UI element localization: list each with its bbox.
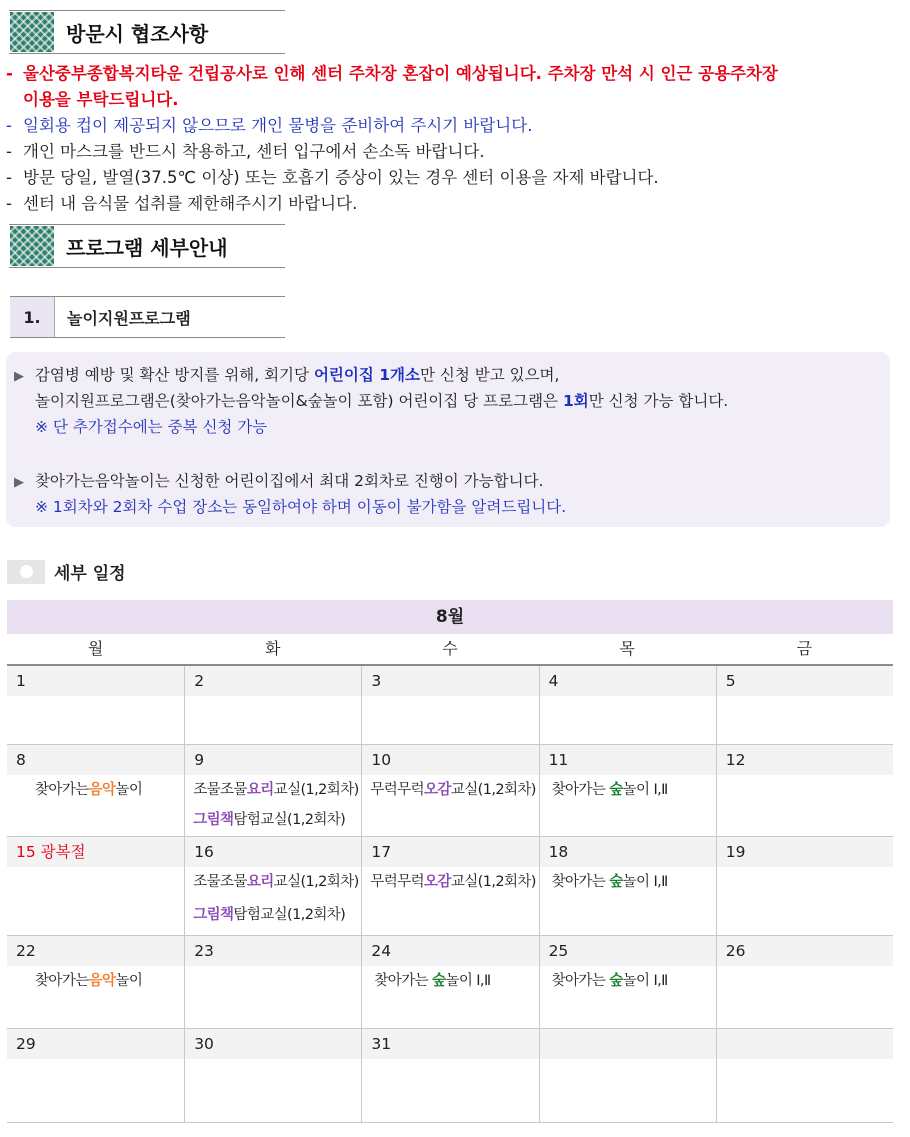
- weekday-label: 화: [265, 639, 281, 658]
- weekday-label: 목: [619, 639, 635, 658]
- calendar-day: 11 찾아가는 숲놀이 Ⅰ,Ⅱ: [539, 745, 716, 836]
- weekday-label: 월: [87, 639, 104, 658]
- info-note: ※ 단 추가접수에는 중복 신청 가능: [35, 418, 268, 436]
- calendar-day: 29: [7, 1029, 184, 1122]
- calendar: [7, 600, 893, 1123]
- calendar-week: [7, 837, 893, 936]
- schedule-header: [7, 559, 126, 584]
- info-line: 놀이지원프로그램은(찾아가는음악놀이&숲놀이 포함) 어린이집 당 프로그램은 1회만 신청 가능 합니다.: [35, 392, 729, 410]
- triangle-bullet-icon: ▶: [14, 369, 24, 384]
- visit-section-header: [9, 10, 285, 54]
- triangle-bullet-icon: ▶: [14, 475, 24, 490]
- calendar-day: 19: [716, 837, 893, 935]
- event-cooking: 조물조물요리교실(1,2회차): [193, 874, 359, 890]
- info-box: [6, 352, 890, 527]
- calendar-day: 22 찾아가는음악놀이: [7, 936, 184, 1028]
- program-number: 1.: [10, 297, 55, 337]
- calendar-week: [7, 745, 893, 837]
- event-picturebook: 그림책탐험교실(1,2회차): [193, 812, 346, 828]
- calendar-day: [7, 837, 184, 935]
- calendar-day: 3: [361, 666, 538, 744]
- event-senses: 무럭무럭오감교실(1,2회차): [370, 782, 536, 798]
- notice-item-mask: - 개인 마스크를 반드시 착용하고, 센터 입구에서 손소독 바랍니다.: [6, 142, 485, 161]
- weekday-header: [7, 634, 893, 666]
- program-section-header: [9, 224, 285, 268]
- event-forest: 찾아가는 숲놀이 Ⅰ,Ⅱ: [551, 973, 668, 989]
- calendar-day: 4: [539, 666, 716, 744]
- event-forest: 찾아가는 숲놀이 Ⅰ,Ⅱ: [551, 782, 668, 798]
- calendar-day: 9 조물조물요리교실(1,2회차) 그림책탐험교실(1,2회차): [184, 745, 361, 836]
- calendar-day: 2: [184, 666, 361, 744]
- calendar-day: 17 무럭무럭오감교실(1,2회차): [361, 837, 538, 935]
- calendar-day: 8 찾아가는음악놀이: [7, 745, 184, 836]
- calendar-week: [7, 936, 893, 1029]
- weekday-label: 수: [442, 639, 458, 658]
- weekday-label: 금: [796, 639, 813, 658]
- info-note: ※ 1회차와 2회차 수업 장소는 동일하여야 하며 이동이 불가함을 알려드립니다.: [35, 498, 567, 516]
- info-line: ▶ 찾아가는음악놀이는 신청한 어린이집에서 최대 2회차로 진행이 가능합니다.: [14, 472, 544, 490]
- program-name: 놀이지원프로그램: [67, 308, 191, 328]
- pattern-icon: [10, 226, 54, 266]
- calendar-day: 1: [7, 666, 184, 744]
- holiday-date: 15 광복절: [7, 837, 184, 867]
- event-music: 찾아가는음악놀이: [35, 782, 143, 798]
- notice-item-fever: - 방문 당일, 발열(37.5℃ 이상) 또는 호흡기 증상이 있는 경우 센터 이용을 자제 바랍니다.: [6, 168, 659, 187]
- notice-list: [6, 61, 906, 217]
- notice-item-food: - 센터 내 음식물 섭취를 제한해주시기 바랍니다.: [6, 194, 358, 213]
- calendar-day: [716, 1029, 893, 1122]
- calendar-day: 30: [184, 1029, 361, 1122]
- program-header: [10, 296, 285, 338]
- schedule-title: 세부 일정: [54, 564, 126, 584]
- calendar-week: [7, 666, 893, 745]
- calendar-day: 5: [716, 666, 893, 744]
- section-title: 방문시 협조사항: [66, 21, 209, 46]
- calendar-day: 16 조물조물요리교실(1,2회차) 그림책탐험교실(1,2회차): [184, 837, 361, 935]
- event-music: 찾아가는음악놀이: [35, 973, 143, 989]
- calendar-month: 8월: [7, 600, 893, 634]
- calendar-day: [539, 1029, 716, 1122]
- info-line: ▶ 감염병 예방 및 확산 방지를 위해, 회기당 어린이집 1개소만 신청 받고 있으며,: [14, 366, 560, 384]
- calendar-day: 24 찾아가는 숲놀이 Ⅰ,Ⅱ: [361, 936, 538, 1028]
- event-picturebook: 그림책탐험교실(1,2회차): [193, 907, 346, 923]
- calendar-day: 10 무럭무럭오감교실(1,2회차): [361, 745, 538, 836]
- calendar-week: [7, 1029, 893, 1123]
- event-senses: 무럭무럭오감교실(1,2회차): [370, 874, 536, 890]
- event-forest: 찾아가는 숲놀이 Ⅰ,Ⅱ: [374, 973, 491, 989]
- notice-item-parking: - 울산중부종합복지타운 건립공사로 인해 센터 주차장 혼잡이 예상됩니다. 주차장 만석 시 인근 공용주차장 이용을 부탁드립니다.: [6, 64, 778, 109]
- section-title: 프로그램 세부안내: [66, 235, 228, 260]
- calendar-day: 26: [716, 936, 893, 1028]
- circle-bullet-icon: [7, 560, 45, 584]
- calendar-day: 25 찾아가는 숲놀이 Ⅰ,Ⅱ: [539, 936, 716, 1028]
- calendar-day: 23: [184, 936, 361, 1028]
- pattern-icon: [10, 12, 54, 52]
- event-cooking: 조물조물요리교실(1,2회차): [193, 782, 359, 798]
- calendar-day: 12: [716, 745, 893, 836]
- calendar-day: 18 찾아가는 숲놀이 Ⅰ,Ⅱ: [539, 837, 716, 935]
- calendar-day: 31: [361, 1029, 538, 1122]
- event-forest: 찾아가는 숲놀이 Ⅰ,Ⅱ: [551, 874, 668, 890]
- notice-item-cup: - 일회용 컵이 제공되지 않으므로 개인 물병을 준비하여 주시기 바랍니다.: [6, 116, 533, 135]
